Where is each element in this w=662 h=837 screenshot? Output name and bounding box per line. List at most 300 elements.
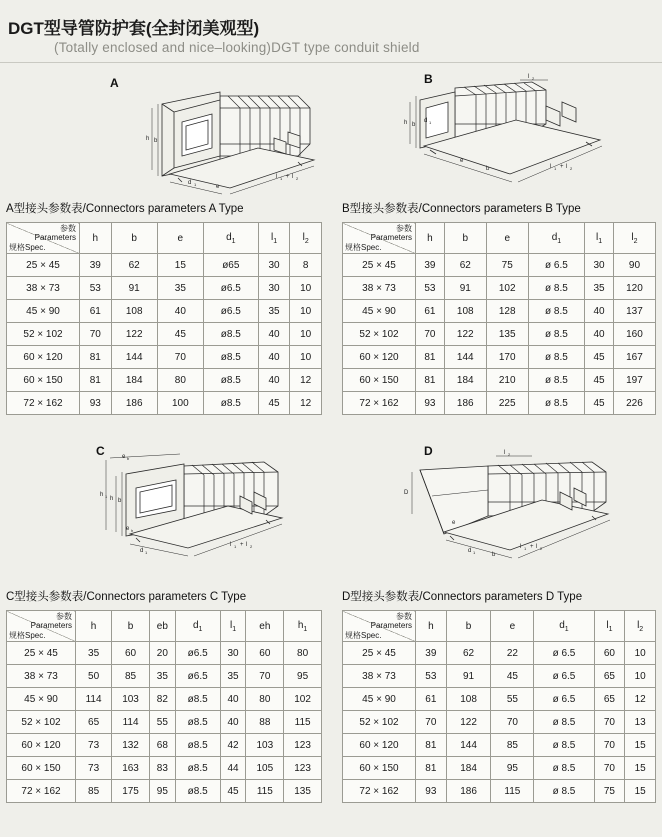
- table-caption-d: D型接头参数表/Connectors parameters D Type: [342, 591, 583, 603]
- cell: 12: [625, 688, 656, 711]
- cell: 184: [111, 369, 157, 392]
- svg-text:d: d: [188, 180, 192, 186]
- svg-text:2: 2: [532, 76, 535, 81]
- col-sub: 1: [598, 237, 603, 245]
- svg-text:l: l: [528, 74, 530, 80]
- table-c-corner-top2: Parameters: [30, 621, 72, 630]
- cell: 70: [594, 757, 625, 780]
- cell: 39: [416, 254, 445, 277]
- svg-text:e: e: [126, 526, 130, 532]
- cell: 61: [80, 300, 112, 323]
- cell: ø 8.5: [528, 300, 584, 323]
- svg-text:b: b: [486, 166, 490, 172]
- cell: 70: [416, 711, 447, 734]
- svg-text:1: 1: [194, 182, 197, 187]
- cell: 108: [111, 300, 157, 323]
- cell: 137: [613, 300, 655, 323]
- table-a-corner-top2: Parameters: [34, 233, 76, 242]
- cell: ø 8.5: [528, 346, 584, 369]
- table-row: [343, 688, 656, 711]
- row-spec: 60 × 120: [7, 346, 80, 369]
- row-spec: 60 × 120: [7, 734, 76, 757]
- table-row: [343, 254, 656, 277]
- row-spec: 60 × 150: [343, 757, 416, 780]
- table-row: [7, 346, 322, 369]
- col-sub: 1: [231, 237, 236, 245]
- cell: 20: [149, 642, 175, 665]
- table-c-corner-bottom: 规格Spec.: [9, 631, 46, 640]
- cell: 144: [111, 346, 157, 369]
- svg-text:2: 2: [570, 166, 573, 171]
- cell: 114: [112, 711, 150, 734]
- col-sub: 1: [273, 237, 278, 245]
- cell: 197: [613, 369, 655, 392]
- table-a-col-e: [157, 223, 203, 254]
- svg-text:D: D: [404, 490, 409, 496]
- cell: 35: [157, 277, 203, 300]
- col-sub: 2: [304, 237, 309, 245]
- row-spec: 38 × 73: [343, 277, 416, 300]
- cell: 160: [613, 323, 655, 346]
- table-c-col-h1: [284, 611, 322, 642]
- figure-c-drawing: [60, 452, 310, 564]
- cell: 40: [585, 323, 614, 346]
- svg-text:1: 1: [554, 166, 557, 171]
- col-label: b: [127, 620, 134, 632]
- cell: 30: [220, 642, 246, 665]
- cell: 35: [76, 642, 112, 665]
- table-a-col-h: [80, 223, 112, 254]
- cell: 35: [149, 665, 175, 688]
- spec-table-b: [342, 222, 656, 415]
- svg-text:+: +: [240, 542, 244, 548]
- col-sub: 1: [557, 237, 562, 245]
- svg-text:e: e: [452, 520, 456, 526]
- cell: 45: [157, 323, 203, 346]
- col-label: l: [606, 619, 609, 631]
- figure-label-c: C: [96, 444, 105, 458]
- cell: 81: [416, 369, 445, 392]
- table-a-corner-top: 参数: [60, 224, 76, 233]
- cell: 115: [491, 780, 534, 803]
- svg-text:l: l: [566, 164, 568, 170]
- cell: 35: [585, 277, 614, 300]
- cell: 81: [416, 734, 447, 757]
- col-label: b: [462, 232, 469, 244]
- cell: 95: [284, 665, 322, 688]
- cell: ø8.5: [203, 346, 258, 369]
- table-b-corner-top: 参数: [396, 224, 412, 233]
- cell: 53: [416, 277, 445, 300]
- table-a-col-l2: [290, 223, 322, 254]
- cell: 30: [585, 254, 614, 277]
- row-spec: 72 × 162: [343, 392, 416, 415]
- cell: 60: [112, 642, 150, 665]
- svg-text:l: l: [276, 174, 278, 180]
- cell: 80: [284, 642, 322, 665]
- col-label: d: [559, 619, 565, 631]
- cell: ø8.5: [175, 780, 220, 803]
- cell: 144: [446, 734, 491, 757]
- cell: 93: [416, 392, 445, 415]
- row-spec: 52 × 102: [7, 323, 80, 346]
- table-c-corner-cell: [7, 611, 76, 642]
- row-spec: 45 × 90: [7, 688, 76, 711]
- col-sub: 2: [633, 237, 638, 245]
- table-b-col-h: [416, 223, 445, 254]
- cell: ø8.5: [175, 711, 220, 734]
- cell: 8: [290, 254, 322, 277]
- cell: 70: [491, 711, 534, 734]
- svg-text:1: 1: [429, 120, 432, 125]
- cell: 83: [149, 757, 175, 780]
- cell: 60: [594, 642, 625, 665]
- col-sub: 1: [564, 625, 569, 633]
- svg-text:e: e: [122, 454, 126, 460]
- cell: 73: [76, 734, 112, 757]
- cell: 65: [594, 688, 625, 711]
- col-label: e: [509, 620, 516, 632]
- cell: 35: [258, 300, 290, 323]
- svg-text:e: e: [216, 184, 220, 190]
- cell: 45: [220, 780, 246, 803]
- table-d-col-h: [416, 611, 447, 642]
- row-spec: 45 × 90: [7, 300, 80, 323]
- svg-text:h: h: [146, 136, 150, 142]
- table-b-col-d1: [528, 223, 584, 254]
- cell: 15: [625, 757, 656, 780]
- cell: 55: [491, 688, 534, 711]
- col-label: d: [551, 231, 558, 243]
- cell: 15: [625, 734, 656, 757]
- cell: 108: [444, 300, 486, 323]
- table-a-col-l1: [258, 223, 290, 254]
- row-spec: 60 × 120: [343, 346, 416, 369]
- table-row: [343, 734, 656, 757]
- table-row: [7, 642, 322, 665]
- cell: 175: [112, 780, 150, 803]
- table-d-corner-top2: Parameters: [370, 621, 412, 630]
- col-label: b: [465, 620, 472, 632]
- svg-text:b: b: [127, 456, 130, 461]
- row-spec: 25 × 45: [7, 254, 80, 277]
- row-spec: 72 × 162: [7, 392, 80, 415]
- cell: 70: [157, 346, 203, 369]
- spec-table-a: [6, 222, 322, 415]
- cell: 45: [585, 369, 614, 392]
- table-b-header-row: [343, 223, 656, 254]
- table-b-col-b: [444, 223, 486, 254]
- cell: ø 8.5: [534, 734, 594, 757]
- cell: 10: [290, 277, 322, 300]
- cell: 93: [80, 392, 112, 415]
- cell: 225: [486, 392, 528, 415]
- row-spec: 72 × 162: [7, 780, 76, 803]
- cell: 73: [76, 757, 112, 780]
- col-label: d: [226, 231, 232, 243]
- svg-text:d: d: [424, 118, 428, 124]
- cell: 91: [444, 277, 486, 300]
- cell: 53: [416, 665, 447, 688]
- cell: 10: [290, 323, 322, 346]
- svg-text:1: 1: [280, 176, 283, 181]
- cell: ø 8.5: [534, 780, 594, 803]
- svg-text:+: +: [560, 164, 564, 170]
- table-d-col-l1: [594, 611, 625, 642]
- svg-text:h: h: [131, 528, 134, 533]
- cell: ø6.5: [203, 277, 258, 300]
- table-row: [343, 300, 656, 323]
- cell: 81: [80, 369, 112, 392]
- col-label: b: [131, 232, 137, 244]
- cell: 40: [258, 323, 290, 346]
- svg-text:d: d: [468, 548, 472, 554]
- table-c-col-d1: [175, 611, 220, 642]
- row-spec: 52 × 102: [343, 323, 416, 346]
- cell: 75: [486, 254, 528, 277]
- cell: 186: [446, 780, 491, 803]
- cell: 60: [246, 642, 284, 665]
- cell: 62: [444, 254, 486, 277]
- cell: 186: [111, 392, 157, 415]
- svg-text:+: +: [286, 174, 290, 180]
- table-d-col-l2: [625, 611, 656, 642]
- table-d-corner-cell: [343, 611, 416, 642]
- page-title-zh: DGT型导管防护套(全封闭美观型): [8, 19, 260, 38]
- row-spec: 45 × 90: [343, 300, 416, 323]
- svg-text:e: e: [460, 158, 464, 164]
- table-row: [343, 780, 656, 803]
- svg-text:1: 1: [105, 494, 108, 499]
- col-label: e: [504, 232, 510, 244]
- cell: ø 8.5: [534, 757, 594, 780]
- table-row: [343, 369, 656, 392]
- cell: 184: [446, 757, 491, 780]
- cell: 13: [625, 711, 656, 734]
- cell: 70: [594, 734, 625, 757]
- cell: 65: [76, 711, 112, 734]
- cell: 40: [157, 300, 203, 323]
- cell: ø 6.5: [534, 688, 594, 711]
- row-spec: 25 × 45: [343, 254, 416, 277]
- cell: 135: [486, 323, 528, 346]
- table-a-header-row: [7, 223, 322, 254]
- figure-d-drawing: [392, 452, 644, 564]
- cell: 40: [220, 711, 246, 734]
- cell: 40: [258, 346, 290, 369]
- table-row: [343, 642, 656, 665]
- col-label: l: [270, 231, 274, 243]
- cell: 10: [625, 642, 656, 665]
- table-a-corner-cell: [7, 223, 80, 254]
- col-label: h: [297, 619, 304, 631]
- cell: ø 6.5: [534, 642, 594, 665]
- table-b-corner-bottom: 规格Spec.: [345, 243, 382, 252]
- svg-text:l: l: [230, 542, 232, 548]
- cell: ø8.5: [203, 323, 258, 346]
- cell: 50: [76, 665, 112, 688]
- cell: ø8.5: [203, 369, 258, 392]
- table-row: [343, 392, 656, 415]
- table-d-header-row: [343, 611, 656, 642]
- cell: 62: [111, 254, 157, 277]
- cell: 81: [80, 346, 112, 369]
- page-title-en: (Totally enclosed and nice–looking)DGT type conduit shield: [54, 40, 420, 55]
- row-spec: 38 × 73: [7, 277, 80, 300]
- cell: 120: [613, 277, 655, 300]
- svg-text:1: 1: [234, 544, 237, 549]
- cell: 55: [149, 711, 175, 734]
- spec-table-d: [342, 610, 656, 803]
- cell: ø6.5: [175, 642, 220, 665]
- svg-text:b: b: [154, 138, 158, 144]
- col-label: h: [92, 232, 99, 244]
- cell: 45: [258, 392, 290, 415]
- cell: 30: [258, 277, 290, 300]
- table-d-corner-top: 参数: [396, 612, 412, 621]
- svg-text:1: 1: [524, 546, 527, 551]
- cell: 95: [491, 757, 534, 780]
- row-spec: 52 × 102: [7, 711, 76, 734]
- svg-text:l: l: [550, 164, 552, 170]
- row-spec: 60 × 120: [343, 734, 416, 757]
- cell: 12: [290, 369, 322, 392]
- row-spec: 72 × 162: [343, 780, 416, 803]
- table-b-col-e: [486, 223, 528, 254]
- cell: 102: [486, 277, 528, 300]
- cell: 40: [258, 369, 290, 392]
- cell: 39: [80, 254, 112, 277]
- row-spec: 38 × 73: [343, 665, 416, 688]
- cell: 70: [594, 711, 625, 734]
- svg-text:d: d: [140, 548, 144, 554]
- cell: 115: [284, 711, 322, 734]
- svg-text:l: l: [536, 544, 538, 550]
- figure-label-b: B: [424, 72, 433, 86]
- cell: 122: [446, 711, 491, 734]
- cell: 62: [446, 642, 491, 665]
- table-row: [343, 346, 656, 369]
- cell: 45: [491, 665, 534, 688]
- svg-text:2: 2: [296, 176, 299, 181]
- row-spec: 52 × 102: [343, 711, 416, 734]
- cell: 70: [246, 665, 284, 688]
- table-row: [343, 277, 656, 300]
- col-label: l: [596, 231, 599, 243]
- cell: ø8.5: [175, 757, 220, 780]
- cell: 103: [246, 734, 284, 757]
- cell: 186: [444, 392, 486, 415]
- cell: ø 6.5: [534, 665, 594, 688]
- cell: 40: [220, 688, 246, 711]
- col-label: h: [427, 232, 433, 244]
- cell: 22: [491, 642, 534, 665]
- cell: ø 8.5: [534, 711, 594, 734]
- cell: 53: [80, 277, 112, 300]
- cell: 102: [284, 688, 322, 711]
- table-caption-c: C型接头参数表/Connectors parameters C Type: [6, 591, 247, 603]
- table-a-col-b: [111, 223, 157, 254]
- cell: 10: [625, 665, 656, 688]
- table-row: [343, 757, 656, 780]
- svg-text:l: l: [520, 544, 522, 550]
- cell: 163: [112, 757, 150, 780]
- col-sub: 1: [198, 625, 203, 633]
- cell: 115: [246, 780, 284, 803]
- cell: 61: [416, 300, 445, 323]
- table-b-col-l1: [585, 223, 614, 254]
- cell: 61: [416, 688, 447, 711]
- svg-text:+: +: [530, 544, 534, 550]
- cell: 93: [416, 780, 447, 803]
- svg-text:l: l: [292, 174, 294, 180]
- col-label: eh: [259, 620, 271, 632]
- cell: 91: [111, 277, 157, 300]
- cell: 226: [613, 392, 655, 415]
- table-row: [7, 369, 322, 392]
- col-sub: 2: [639, 625, 644, 633]
- cell: 15: [157, 254, 203, 277]
- cell: ø8.5: [203, 392, 258, 415]
- table-a-corner-bottom: 规格Spec.: [9, 243, 46, 252]
- col-label: l: [637, 619, 640, 631]
- cell: 100: [157, 392, 203, 415]
- table-row: [343, 665, 656, 688]
- table-row: [7, 277, 322, 300]
- cell: 123: [284, 757, 322, 780]
- table-row: [7, 392, 322, 415]
- figure-a-drawing: [70, 82, 320, 192]
- svg-text:l: l: [504, 450, 506, 456]
- cell: ø8.5: [175, 688, 220, 711]
- cell: ø6.5: [175, 665, 220, 688]
- cell: ø6.5: [203, 300, 258, 323]
- table-row: [7, 711, 322, 734]
- cell: 135: [284, 780, 322, 803]
- cell: ø 8.5: [528, 323, 584, 346]
- cell: 123: [284, 734, 322, 757]
- svg-text:h: h: [404, 120, 408, 126]
- col-label: e: [177, 232, 184, 244]
- table-b-corner-cell: [343, 223, 416, 254]
- svg-text:1: 1: [145, 550, 148, 555]
- cell: 42: [220, 734, 246, 757]
- col-label: h: [428, 620, 434, 632]
- cell: 80: [157, 369, 203, 392]
- svg-text:1: 1: [473, 550, 476, 555]
- table-c-col-b: [112, 611, 150, 642]
- cell: 65: [594, 665, 625, 688]
- table-row: [343, 711, 656, 734]
- cell: 108: [446, 688, 491, 711]
- spec-table-c: [6, 610, 322, 803]
- col-label: eb: [156, 620, 168, 632]
- cell: 70: [416, 323, 445, 346]
- svg-text:h: h: [110, 496, 114, 502]
- table-row: [7, 665, 322, 688]
- cell: 10: [290, 346, 322, 369]
- table-b-col-l2: [613, 223, 655, 254]
- figure-label-a: A: [110, 76, 119, 90]
- cell: 45: [585, 392, 614, 415]
- table-caption-a: A型接头参数表/Connectors parameters A Type: [6, 203, 244, 215]
- cell: 210: [486, 369, 528, 392]
- col-label: h: [90, 620, 97, 632]
- table-b-corner-top2: Parameters: [370, 233, 412, 242]
- table-c-col-eh: [246, 611, 284, 642]
- cell: 81: [416, 346, 445, 369]
- cell: 144: [444, 346, 486, 369]
